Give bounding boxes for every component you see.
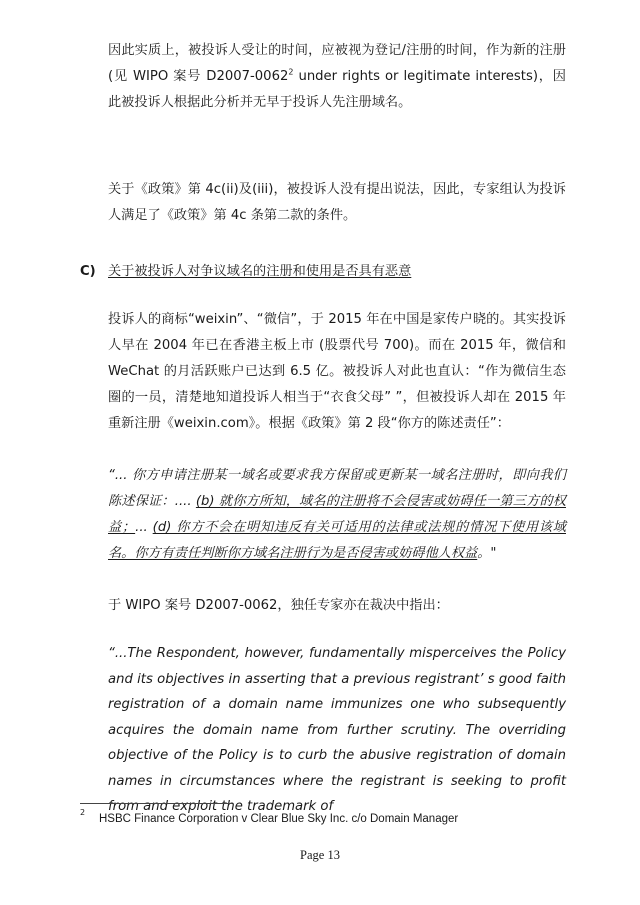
footnote-number: 2 [80, 808, 86, 817]
page-number: Page 13 [300, 848, 340, 862]
section-letter: C) [80, 264, 96, 279]
footnote-divider [80, 803, 232, 804]
quote-policy-representations: “... 你方申请注册某一域名或要求我方保留或更新某一域名注册时，即向我们陈述保证：.... (b) 就你方所知，域名的注册将不会侵害或妨碍任一第三方的权益；... (d) 你方不会在明知违反有关可适用的法律或法规的情况下使用该域名。你方有责任判断你方域名注册行为是否侵害或妨碍他人权益。" [108, 468, 566, 561]
paragraph-trademark-facts: 投诉人的商标“weixin”、“微信”，于 2015 年在中国是家传户晓的。其实投诉人早在 2004 年已在香港主板上市 (股票代号 700)。而在 2015 年，微信和WeChat 的月活跃账户已达到 6.5 亿。被投诉人对此也直认：“作为微信生态圈的一员，清楚地知道投诉人相当于“衣食父母” ”，但被投诉人却在 2015 年重新注册《weixin.com》。根据《政策》第 2 段“你方的陈述责任”： [108, 312, 566, 431]
paragraph-wipo-case: 于 WIPO 案号 D2007-0062，独任专家亦在裁决中指出： [108, 598, 449, 613]
paragraph-transfer-time: 因此实质上，被投诉人受让的时间，应被视为登记/注册的时间，作为新的注册(见 WIPO 案号 D2007-0062$^2$ under rights or legitimate interests)，因此被投诉人根据此分析并无早于投诉人先注册域名。 [108, 43, 566, 110]
section-heading: 关于被投诉人对争议域名的注册和使用是否具有恶意 [108, 264, 412, 279]
paragraph-policy-4c: 关于《政策》第 4c(ii)及(iii)，被投诉人没有提出说法，因此，专家组认为投诉人满足了《政策》第 4c 条第二款的条件。 [108, 182, 566, 223]
footnote-ref[interactable]: 2 [288, 67, 294, 77]
footnote-text: HSBC Finance Corporation v Clear Blue Sky Inc. c/o Domain Manager [99, 813, 459, 825]
quote-wipo-decision: “...The Respondent, however, fundamentally misperceives the Policy and its objectives in asserting that a previous registrant’ s good faith registration of a domain name immunizes one who subsequently acquires the domain name from further scrutiny. The overriding objective of the Policy is to curb the abusive registration of domain names in circumstances where the registrant is seeking to profit from and exploit the trademark of [108, 646, 566, 814]
